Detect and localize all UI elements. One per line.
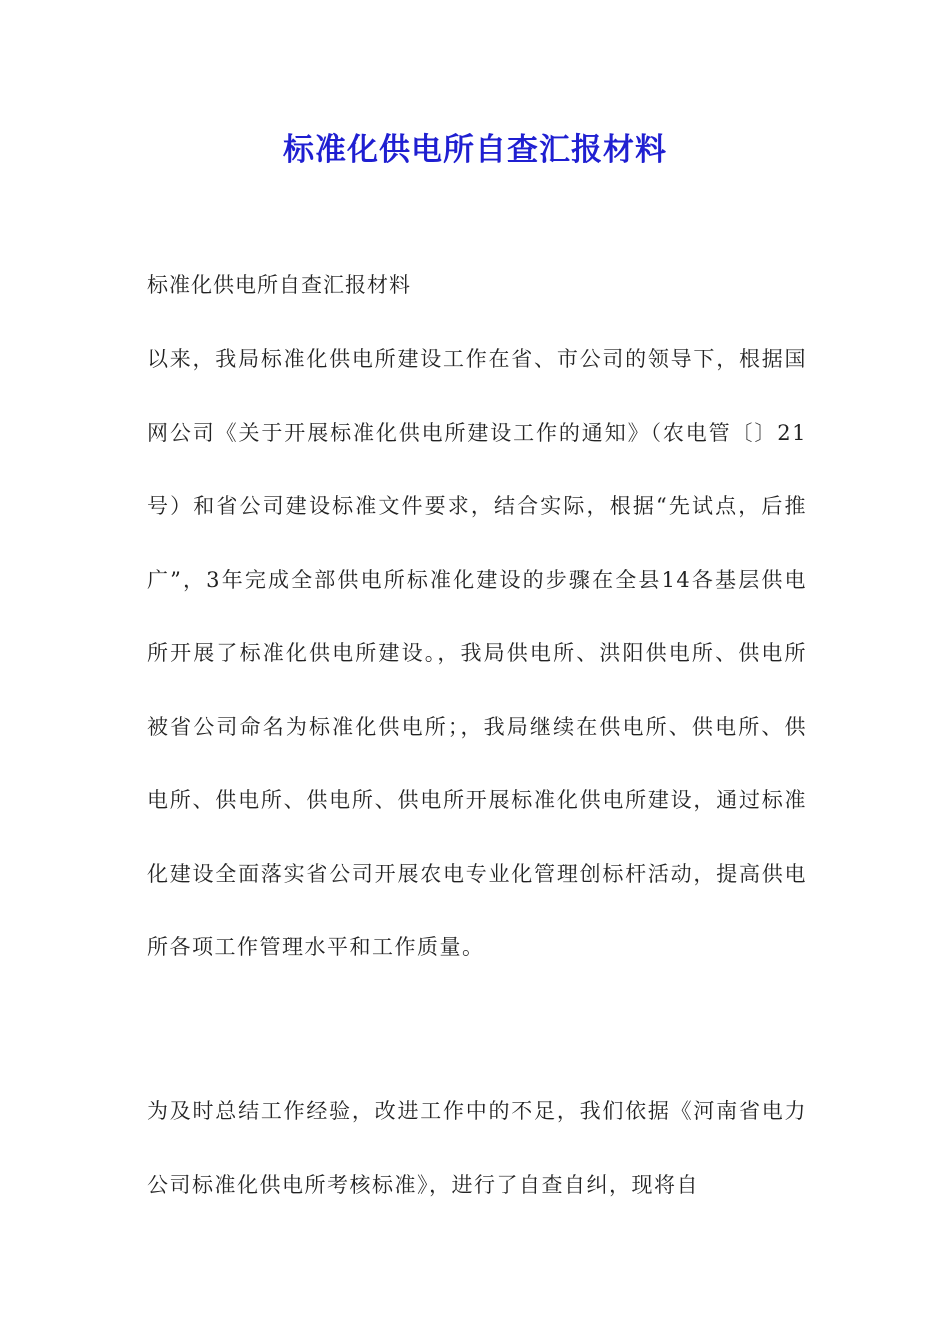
document-title: 标准化供电所自查汇报材料 (283, 132, 667, 168)
document-subtitle: 标准化供电所自查汇报材料 (147, 273, 411, 297)
body-paragraph-2: 为及时总结工作经验，改进工作中的不足，我们依据《河南省电力公司标准化供电所考核标准》，进行了自查自纠，现将自 (147, 1099, 807, 1197)
body-paragraph-1: 以来，我局标准化供电所建设工作在省、市公司的领导下，根据国网公司《关于开展标准化供电所建设工作的通知》（农电管〔〕21号）和省公司建设标准文件要求，结合实际，根据“先试点，后推广”，3年完成全部供电所标准化建设的步骤在全县14各基层供电所开展了标准化供电所建设。，我局供电所、洪阳供电所、供电所被省公司命名为标准化供电所；，我局继续在供电所、供电所、供电所、供电所、供电所、供电所开展标准化供电所建设，通过标准化建设全面落实省公司开展农电专业化管理创标杆活动，提高供电所各项工作管理水平和工作质量。 (147, 347, 807, 959)
